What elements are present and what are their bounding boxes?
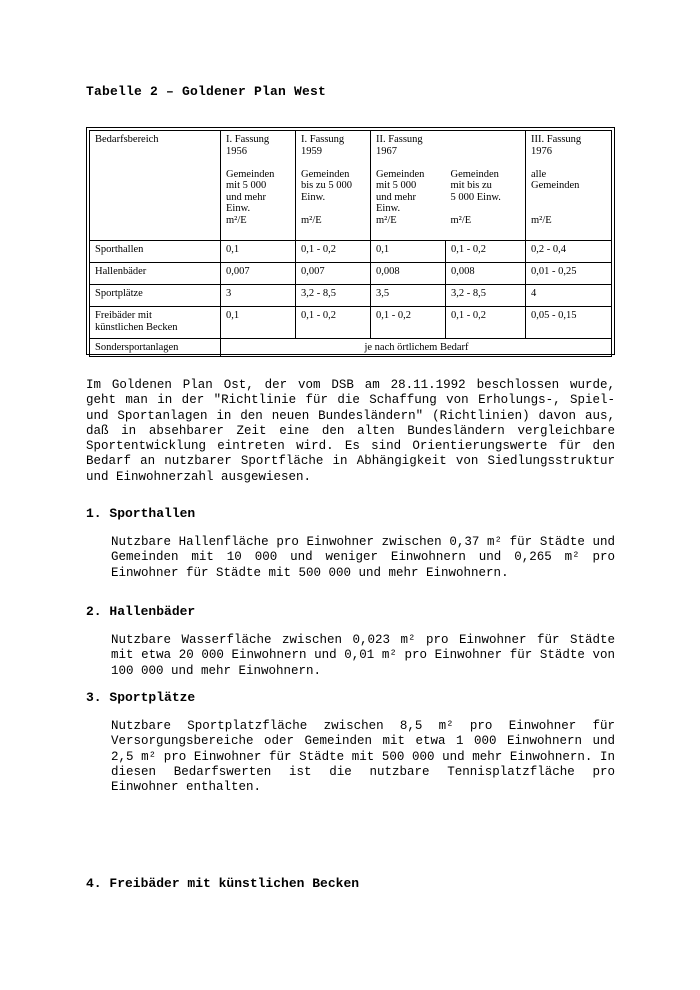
section-text-hallenbaeder: Nutzbare Wasserfläche zwischen 0,023 m² pro Einwohner für Städte mit etwa 20 000 Einwohnern und 0,01 m² pro Einwohner für Städte von 100 000 und mehr Einwohnern. (111, 633, 615, 678)
row-label: Sporthallen (90, 241, 221, 263)
table-title: Tabelle 2 – Goldener Plan West (86, 84, 327, 99)
section-text-sportplaetze: Nutzbare Sportplatzfläche zwischen 8,5 m² pro Einwohner für Versorgungsbereiche oder Gemeinden mit etwa 1 000 Einwohnern und 2,5 m² pro Einwohner für Städte mit 500 000 und mehr Einwohnern. In diesen Bedarfswerten ist die nutzbare Tennisplatzfläche pro Einwohner enthalten. (111, 719, 615, 795)
plan-table (89, 130, 612, 357)
table-cell: 3,5 (371, 285, 446, 307)
table-header-row (90, 131, 612, 241)
table-cell: 0,1 (221, 241, 296, 263)
section-heading-freibaeder: 4. Freibäder mit künstlichen Becken (86, 876, 360, 891)
intro-paragraph: Im Goldenen Plan Ost, der vom DSB am 28.11.1992 beschlossen wurde, geht man in der "Richtlinie für die Schaffung von Erholungs-, Spiel- und Sportanlagen in den neuen Bundesländern" (Richtlinien) davon aus, daß in absehbarer Zeit eine den alten Bundesländern vergleichbare Sportentwicklung eintreten wird. Es sind Orientierungswerte für den Bedarf an nutzbarer Sportfläche in Abhängigkeit von Siedlungsstruktur und Einwohnerzahl ausgewiesen. (86, 378, 615, 484)
table-cell: 0,2 - 0,4 (526, 241, 612, 263)
table-row (90, 241, 612, 263)
table-cell: 0,05 - 0,15 (526, 307, 612, 339)
table-cell: 0,1 - 0,2 (296, 307, 371, 339)
row-label: Sondersportanlagen (90, 339, 221, 357)
table-cell: 0,1 - 0,2 (446, 307, 526, 339)
table-row (90, 339, 612, 357)
section-heading-hallenbaeder: 2. Hallenbäder (86, 604, 196, 619)
plan-table-frame (86, 127, 615, 355)
table-cell: 0,007 (221, 263, 296, 285)
row-label: Hallenbäder (90, 263, 221, 285)
table-cell: 0,01 - 0,25 (526, 263, 612, 285)
table-cell: 0,1 - 0,2 (371, 307, 446, 339)
table-row (90, 285, 612, 307)
table-cell: 0,1 (371, 241, 446, 263)
section-heading-sporthallen: 1. Sporthallen (86, 506, 196, 521)
table-row (90, 307, 612, 339)
row-label: Sportplätze (90, 285, 221, 307)
table-cell: 3 (221, 285, 296, 307)
table-cell: 0,1 (221, 307, 296, 339)
header-cell: Gemeinden mit bis zu 5 000 Einw. m²/E (446, 131, 526, 241)
header-cell: II. Fassung 1967 Gemeinden mit 5 000 und mehr Einw. m²/E (371, 131, 446, 241)
table-cell: 0,008 (371, 263, 446, 285)
header-cell: III. Fassung 1976 alle Gemeinden m²/E (526, 131, 612, 241)
table-cell: 0,1 - 0,2 (296, 241, 371, 263)
section-heading-sportplaetze: 3. Sportplätze (86, 690, 196, 705)
table-cell: 0,008 (446, 263, 526, 285)
table-cell: 4 (526, 285, 612, 307)
header-cell: Bedarfsbereich (90, 131, 221, 241)
table-cell: 3,2 - 8,5 (446, 285, 526, 307)
section-text-sporthallen: Nutzbare Hallenfläche pro Einwohner zwischen 0,37 m² für Städte und Gemeinden mit 10 000 und weniger Einwohnern und 0,265 m² pro Einwohner für Städte mit 500 000 und mehr Einwohnern. (111, 535, 615, 580)
table-cell: 0,007 (296, 263, 371, 285)
header-cell: I. Fassung 1959 Gemeinden bis zu 5 000 Einw. m²/E (296, 131, 371, 241)
row-label: Freibäder mit künstlichen Becken (90, 307, 221, 339)
merged-cell: je nach örtlichem Bedarf (221, 339, 612, 357)
table-row (90, 263, 612, 285)
header-cell: I. Fassung 1956 Gemeinden mit 5 000 und mehr Einw. m²/E (221, 131, 296, 241)
table-cell: 3,2 - 8,5 (296, 285, 371, 307)
table-cell: 0,1 - 0,2 (446, 241, 526, 263)
